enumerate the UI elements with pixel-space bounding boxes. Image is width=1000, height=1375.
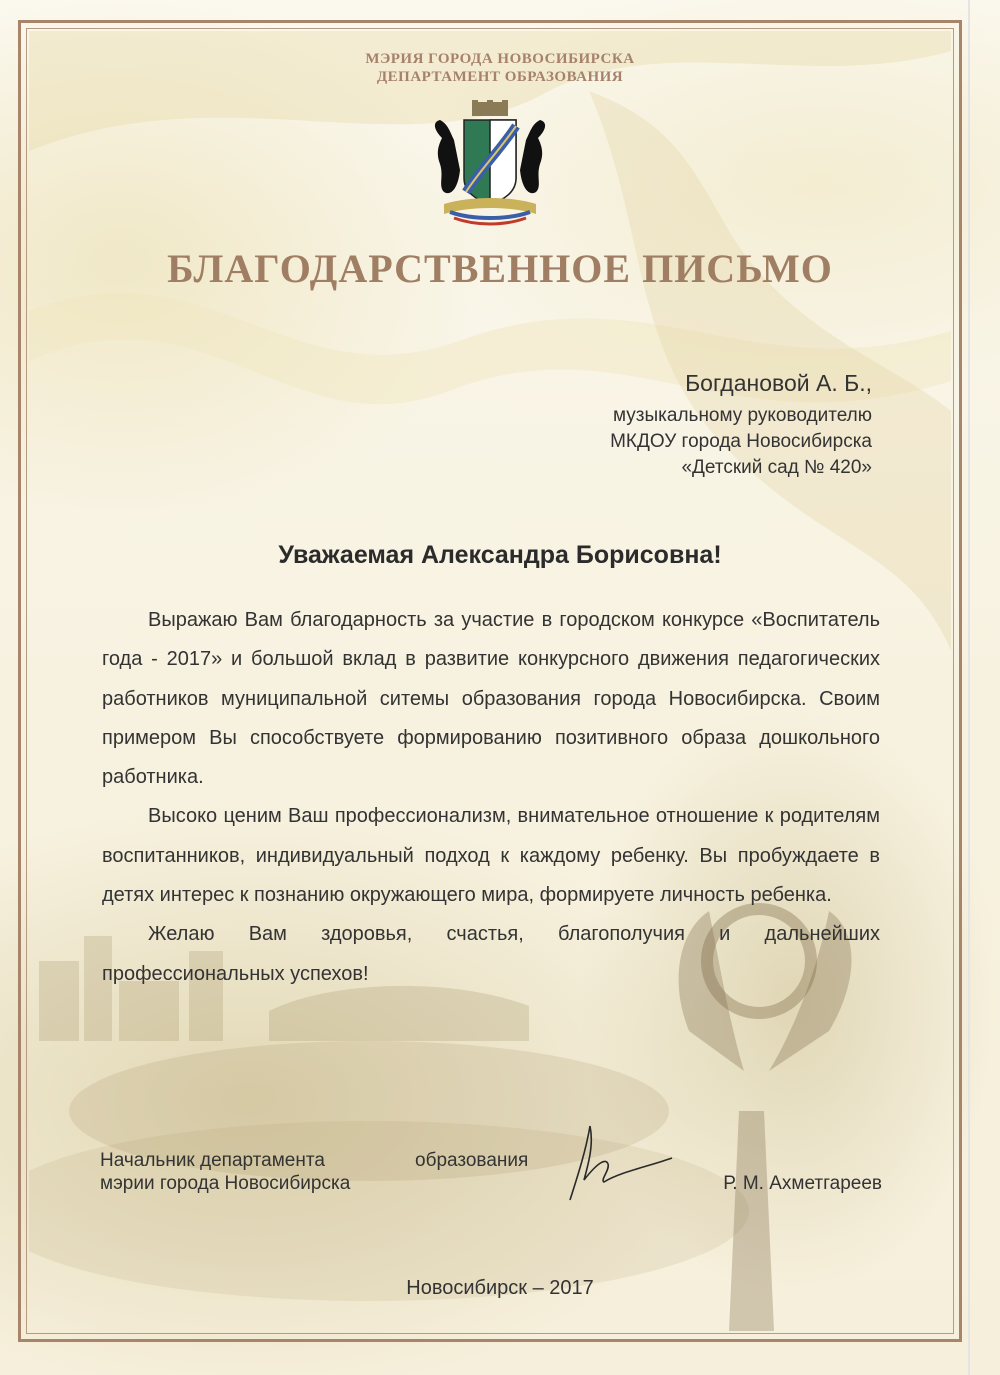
addressee-position: музыкальному руководителю	[613, 405, 872, 426]
paragraph-1: Выражаю Вам благодарность за участие в городском конкурсе «Воспитатель года - 2017» и большой вклад в развитие конкурсного движения педагогических работников муниципальной ситемы образования города Новосибирска. Своим примером Вы способствуете формированию позитивного образа дошкольного работника.	[102, 609, 880, 789]
signatory-title-line-3: образования	[415, 1150, 529, 1171]
greeting: Уважаемая Александра Борисовна!	[278, 541, 722, 569]
place-and-year: Новосибирск – 2017	[406, 1277, 594, 1299]
addressee-name: Богдановой А. Б.,	[685, 370, 872, 396]
signatory-title-line-1: Начальник департамента	[100, 1150, 325, 1171]
handwritten-signature	[560, 1120, 680, 1210]
header-line-1: МЭРИЯ ГОРОДА НОВОСИБИРСКА	[365, 51, 635, 67]
addressee-organization: МКДОУ города Новосибирска	[610, 431, 872, 452]
page-edge	[968, 0, 970, 1375]
page-title: БЛАГОДАРСТВЕННОЕ ПИСЬМО	[167, 246, 833, 291]
paragraph-2: Высоко ценим Ваш профессионализм, внимательное отношение к родителям воспитанников, индивидуальный подход к каждому ребенку. Вы пробуждаете в детях интерес к познанию окружающего мира, формируете личность ребенка.	[102, 805, 880, 907]
letter-body	[102, 601, 880, 994]
addressee-institution: «Детский сад № 420»	[681, 457, 872, 478]
novosibirsk-coat-of-arms-icon	[420, 100, 560, 230]
paragraph-3: Желаю Вам здоровья, счастья, благополучия и дальнейших профессиональных успехов!	[102, 923, 880, 985]
signatory-name: Р. М. Ахметгареев	[723, 1173, 882, 1194]
header-line-2: ДЕПАРТАМЕНТ ОБРАЗОВАНИЯ	[376, 69, 624, 85]
signatory-title-line-2: мэрии города Новосибирска	[100, 1173, 351, 1194]
